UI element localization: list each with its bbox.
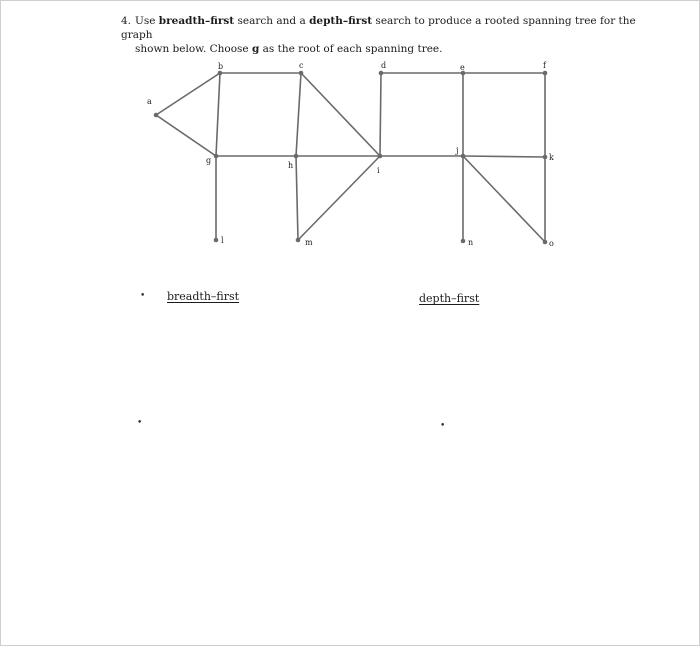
vertex-label-c: c [299, 61, 304, 70]
problem-bold-dfs: depth–first [309, 15, 373, 27]
edge-b-g [216, 73, 220, 156]
vertex-label-b: b [218, 62, 224, 71]
vertex-label-o: o [549, 239, 554, 248]
vertex-h [294, 154, 299, 159]
edge-a-g [156, 115, 216, 156]
graph-vertices [154, 71, 548, 245]
vertex-f [543, 71, 548, 76]
edge-c-i [301, 73, 380, 156]
graph-diagram [0, 0, 700, 300]
vertex-n [461, 239, 466, 244]
vertex-label-f: f [543, 61, 546, 70]
vertex-c [299, 71, 304, 76]
vertex-label-i: i [377, 166, 380, 175]
vertex-label-n: n [468, 238, 474, 247]
problem-line2-a: shown below. Choose [135, 43, 252, 55]
vertex-i [378, 154, 383, 159]
vertex-o [543, 240, 548, 245]
problem-number: 4. [121, 15, 132, 27]
vertex-d [379, 71, 384, 76]
edge-j-k [463, 156, 545, 157]
problem-line2-b: as the root of each spanning tree. [259, 43, 443, 55]
vertex-b [218, 71, 223, 76]
bullet-mark: • [137, 418, 143, 428]
vertex-l [214, 238, 219, 243]
breadth-first-heading: breadth–first [167, 290, 240, 303]
bullet-mark: • [140, 291, 146, 301]
vertex-label-k: k [549, 153, 554, 162]
vertex-a [154, 113, 159, 118]
vertex-g [214, 154, 219, 159]
vertex-label-m: m [305, 238, 313, 247]
edge-h-m [296, 156, 298, 240]
edge-i-m [298, 156, 380, 240]
problem-bold-bfs: breadth–first [158, 15, 235, 27]
edge-j-o [463, 156, 545, 242]
edge-c-h [296, 73, 301, 156]
problem-text-1: Use [135, 15, 159, 27]
problem-line2-bold: g [251, 43, 260, 55]
vertex-k [543, 155, 548, 160]
vertex-label-e: e [460, 63, 465, 72]
vertex-label-h: h [288, 161, 294, 170]
vertex-label-a: a [147, 97, 152, 106]
depth-first-heading: depth–first [419, 292, 480, 305]
edge-d-i [380, 73, 381, 156]
graph-labels [147, 61, 554, 248]
vertex-label-l: l [221, 236, 224, 245]
problem-text-3: search to produce a rooted spanning tree for the graph [121, 15, 636, 41]
problem-text-2: search and a [234, 15, 310, 27]
vertex-m [296, 238, 301, 243]
bullet-mark: • [440, 421, 446, 431]
vertex-j [461, 154, 466, 159]
vertex-label-g: g [206, 156, 212, 165]
edge-a-b [156, 73, 220, 115]
vertex-label-d: d [381, 61, 387, 70]
vertex-label-j: j [456, 146, 459, 155]
